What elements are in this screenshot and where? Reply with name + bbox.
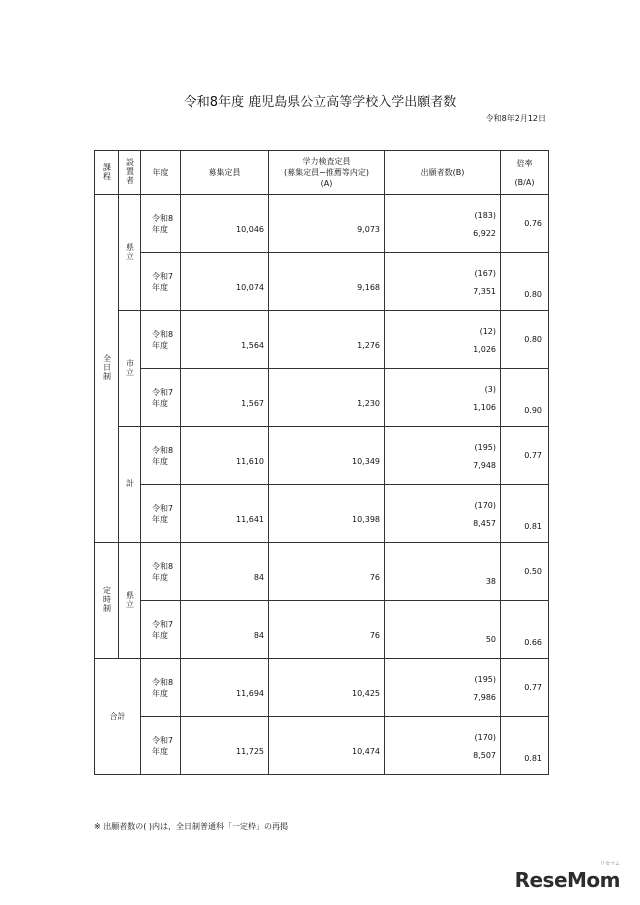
page-title: 令和8年度 鹿児島県公立高等学校入学出願者数	[183, 95, 457, 110]
ratio-cell: 0.50	[501, 543, 549, 601]
applicants-cell: (195) 7,948	[385, 427, 501, 485]
quota-cell: 1,564	[181, 311, 269, 369]
applicants-cell: (12) 1,026	[385, 311, 501, 369]
table-row	[95, 659, 549, 717]
exam-cell: 10,425	[269, 659, 385, 717]
header-row	[95, 151, 549, 195]
total-label: 合計	[95, 659, 141, 775]
applicants-cell: (170) 8,507	[385, 717, 501, 775]
exam-cell: 1,276	[269, 311, 385, 369]
applicants-cell: (3) 1,106	[385, 369, 501, 427]
table-row	[95, 601, 549, 659]
resemom-logo: ReseMom	[514, 868, 620, 892]
exam-cell: 76	[269, 543, 385, 601]
quota-cell: 10,074	[181, 253, 269, 311]
quota-cell: 11,725	[181, 717, 269, 775]
header-applicants: 出願者数(B)	[385, 151, 501, 195]
exam-cell: 9,073	[269, 195, 385, 253]
quota-cell: 11,694	[181, 659, 269, 717]
applicants-cell: (170) 8,457	[385, 485, 501, 543]
header-year: 年度	[141, 151, 181, 195]
header-exam-quota: 学力検査定員 (募集定員−推薦等内定) (A)	[269, 151, 385, 195]
applicants-cell: (183) 6,922	[385, 195, 501, 253]
establisher-kenritsu: 県立	[119, 543, 141, 659]
header-quota: 募集定員	[181, 151, 269, 195]
applicants-cell: (195) 7,986	[385, 659, 501, 717]
course-teiji: 定時制	[95, 543, 119, 659]
quota-cell: 10,046	[181, 195, 269, 253]
exam-cell: 10,398	[269, 485, 385, 543]
table-row	[95, 485, 549, 543]
year-cell: 令和8 年度	[141, 659, 181, 717]
ratio-cell: 0.76	[501, 195, 549, 253]
ratio-cell: 0.81	[501, 485, 549, 543]
logo-subtext: リセマム	[600, 861, 620, 867]
header-ratio: 倍率 (B/A)	[501, 151, 549, 195]
year-cell: 令和7 年度	[141, 369, 181, 427]
quota-cell: 84	[181, 601, 269, 659]
ratio-cell: 0.77	[501, 659, 549, 717]
year-cell: 令和7 年度	[141, 485, 181, 543]
table-row	[95, 311, 549, 369]
year-cell: 令和8 年度	[141, 195, 181, 253]
year-cell: 令和7 年度	[141, 253, 181, 311]
publish-date: 令和8年2月12日	[485, 114, 546, 123]
table-row	[95, 427, 549, 485]
year-cell: 令和7 年度	[141, 601, 181, 659]
ratio-cell: 0.80	[501, 253, 549, 311]
ratio-cell: 0.66	[501, 601, 549, 659]
ratio-cell: 0.90	[501, 369, 549, 427]
establisher-kenritsu: 県立	[119, 195, 141, 311]
header-course: 課程	[95, 151, 119, 195]
table-row	[95, 369, 549, 427]
year-cell: 令和8 年度	[141, 543, 181, 601]
applicants-table	[94, 150, 549, 775]
ratio-cell: 0.81	[501, 717, 549, 775]
establisher-shiritsu: 市立	[119, 311, 141, 427]
exam-cell: 10,349	[269, 427, 385, 485]
year-cell: 令和8 年度	[141, 311, 181, 369]
exam-cell: 1,230	[269, 369, 385, 427]
exam-cell: 10,474	[269, 717, 385, 775]
table-row	[95, 253, 549, 311]
table-row	[95, 195, 549, 253]
exam-cell: 9,168	[269, 253, 385, 311]
applicants-cell: (167) 7,351	[385, 253, 501, 311]
year-cell: 令和8 年度	[141, 427, 181, 485]
table-row	[95, 543, 549, 601]
year-cell: 令和7 年度	[141, 717, 181, 775]
header-establisher: 設置者	[119, 151, 141, 195]
table-row	[95, 717, 549, 775]
applicants-cell: 38	[385, 543, 501, 601]
footnote: ※ 出願者数の( )内は，全日制普通科「一定枠」の再掲	[94, 822, 289, 831]
ratio-cell: 0.80	[501, 311, 549, 369]
quota-cell: 84	[181, 543, 269, 601]
establisher-kei: 計	[119, 427, 141, 543]
course-zennichi: 全日制	[95, 195, 119, 543]
ratio-cell: 0.77	[501, 427, 549, 485]
quota-cell: 1,567	[181, 369, 269, 427]
quota-cell: 11,641	[181, 485, 269, 543]
exam-cell: 76	[269, 601, 385, 659]
applicants-cell: 50	[385, 601, 501, 659]
quota-cell: 11,610	[181, 427, 269, 485]
